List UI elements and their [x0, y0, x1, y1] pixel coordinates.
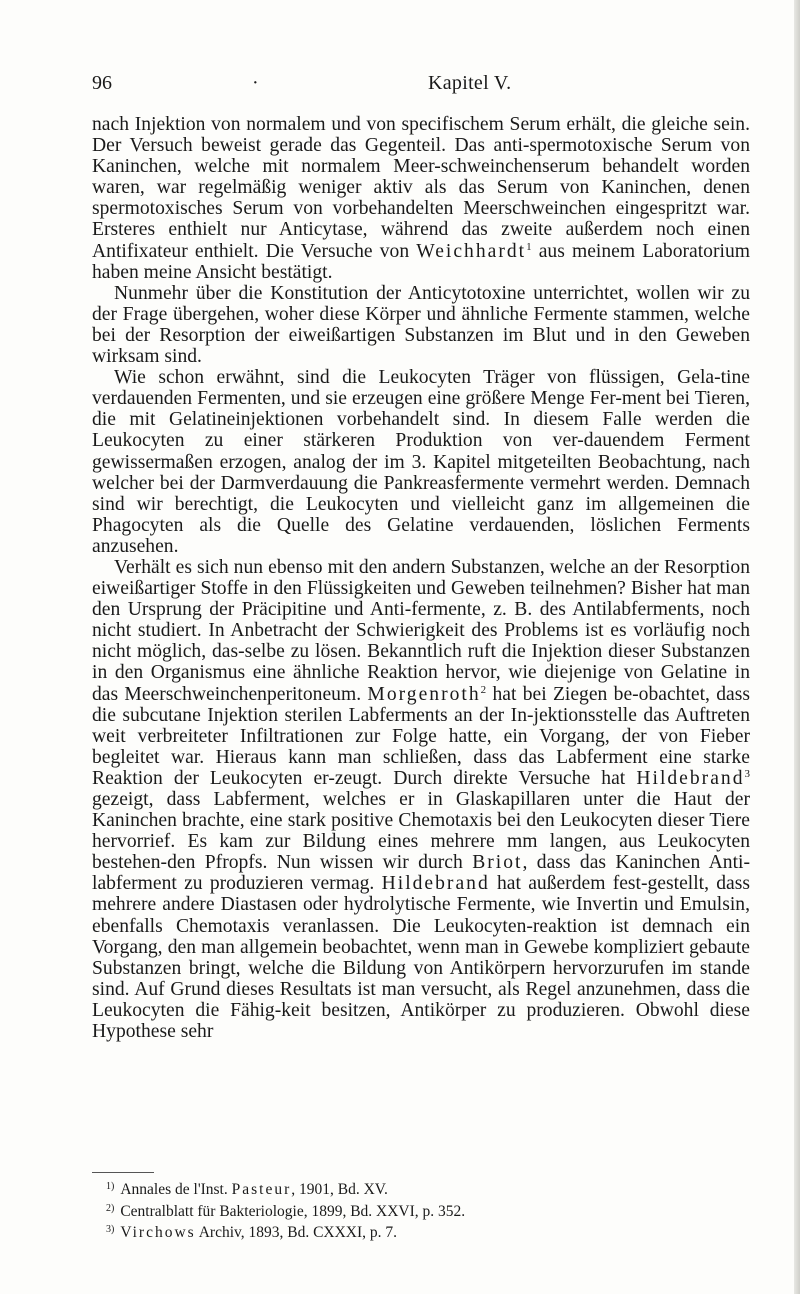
footnote-reference: 3: [744, 767, 750, 780]
text-run: Nunmehr über die Konstitution der Anticytotoxine unterrichtet, wollen wir zu der Frage übergehen, woher diese Körper und ähnliche Fermente stammen, welche bei der Resorption der eiweißartigen Substanzen im Blut und in den Geweben wirksam sind.: [92, 282, 750, 368]
text-run: Verhält es sich nun ebenso mit den andern Substanzen, welche an der Resorption eiweißartiger Stoffe in den Flüssigkeiten und Geweben teilnehmen? Bisher hat man den Ursprung der Präcipitine und Anti-fermente, z. B. des Antilabferments, noch nicht studiert. In Anbetracht der Schwierigkeit des Problems ist es vorläufig noch nicht möglich, das-selbe zu lösen. Bekanntlich ruft die Injektion dieser Substanzen in den Organismus eine ähnliche Reaktion hervor, wie diejenige von Gelatine in das Meerschweinchenperitoneum.: [92, 556, 750, 705]
paragraph: [92, 367, 750, 557]
footnote-text: Archiv, 1893, Bd. CXXXI, p. 7.: [195, 1224, 398, 1241]
footnote-author: Virchows: [120, 1224, 196, 1241]
text-run: Wie schon erwähnt, sind die Leukocyten Träger von flüssigen, Gela-tine verdauenden Fermenten, und sie erzeugen eine größere Menge Fer-ment bei Tieren, die mit Gelatineinjektionen vorbehandelt sind. In diesem Falle werden die Leukocyten zu einer stärkeren Produktion von ver-dauendem Ferment gewissermaßen erzogen, analog der im 3. Kapitel mitgeteilten Beobachtung, nach welcher bei der Darmverdauung die Pankreasfermente vermehrt werden. Demnach sind wir berechtigt, die Leukocyten und vielleicht ganz im allgemeinen die Phagocyten als die Quelle des Gelatine verdauenden, löslichen Ferments anzusehen.: [92, 367, 750, 557]
paragraph: [92, 557, 750, 1042]
author-name: Weichhardt: [416, 240, 527, 262]
text-run: hat außerdem fest-gestellt, dass mehrere andere Diastasen oder hydrolytische Fermente, wie Invertin und Emulsin, ebenfalls Chemotaxis veranlassen. Die Leukocyten-reaktion ist demnach ein Vorgang, den man allgemein beobachtet, wenn man in Gewebe kompliziert gebaute Substanzen bringt, welche die Bildung von Antikörpern hervorzurufen im stande sind. Auf Grund dieses Resultats ist man versucht, als Regel anzunehmen, dass die Leukocyten die Fähig-keit besitzen, Antikörper zu produzieren. Obwohl diese Hypothese sehr: [92, 873, 750, 1043]
body-text: [92, 114, 750, 1042]
footnote: [106, 1221, 726, 1243]
paragraph: [92, 114, 750, 283]
page-edge-shadow: [794, 0, 800, 1294]
header-separator: ·: [252, 72, 259, 94]
running-head: Kapitel V.: [428, 72, 512, 94]
footnote-reference: 1: [526, 240, 532, 253]
footnote-mark: 1): [106, 1181, 115, 1192]
footnote: [106, 1178, 726, 1200]
footnote-reference: 2: [480, 683, 487, 696]
text-run: nach Injektion von normalem und von specifischem Serum erhält, die gleiche sein. Der Versuch beweist gerade das Gegenteil. Das anti-spermotoxische Serum von Kaninchen, welche mit normalem Meer-schweinchenserum behandelt worden waren, war regelmäßig weniger aktiv als das Serum von Kaninchen, denen spermotoxisches Serum von vorbehandelten Meerschweinchen eingespritzt war. Ersteres enthielt nur Anticytase, während das zweite außerdem noch einen Antifixateur enthielt. Die Versuche von: [92, 114, 750, 262]
footnote: [106, 1200, 726, 1222]
page-header: [92, 72, 752, 100]
author-name: Morgenroth: [367, 683, 481, 705]
author-name: Hildebrand: [381, 873, 490, 895]
footnote-text: , 1901, Bd. XV.: [291, 1181, 388, 1198]
text-run: gezeigt, dass Labferment, welches er in Glaskapillaren unter die Haut der Kaninchen brachte, eine stark positive Chemotaxis bei den Leukocyten dieser Tiere hervorrief. Es kam zur Bildung eines mehrere mm langen, aus Leukocyten bestehen-den Pfropfs. Nun wissen wir durch: [92, 789, 750, 874]
footnote-mark: 3): [106, 1224, 115, 1235]
footnotes: [106, 1178, 726, 1243]
footnote-rule: [92, 1172, 154, 1173]
text-run: aus meinem Laboratorium haben meine Ansicht bestätigt.: [92, 240, 750, 283]
footnote-author: Pasteur: [231, 1181, 292, 1198]
paragraph: [92, 283, 750, 367]
page-number: 96: [92, 72, 112, 94]
footnote-text: Centralblatt für Bakteriologie, 1899, Bd. XXVI, p. 352.: [120, 1202, 466, 1220]
footnote-mark: 2): [106, 1202, 115, 1214]
text-run: , dass das Kaninchen Anti-labferment zu produzieren vermag.: [92, 852, 750, 895]
footnote-text: Annales de l'Inst.: [120, 1181, 232, 1198]
text-run: hat bei Ziegen be-obachtet, dass die subcutane Injektion sterilen Labferments an der In-jektionsstelle das Auftreten weit verbreiteter Infiltrationen zur Folge hatte, ein Vorgang, der von Fieber begleitet war. Hieraus kann man schließen, dass das Labferment eine starke Reaktion der Leukocyten er-zeugt. Durch direkte Versuche hat: [92, 683, 750, 789]
author-name: Hildebrand: [636, 767, 745, 789]
author-name: Briot: [472, 852, 523, 874]
